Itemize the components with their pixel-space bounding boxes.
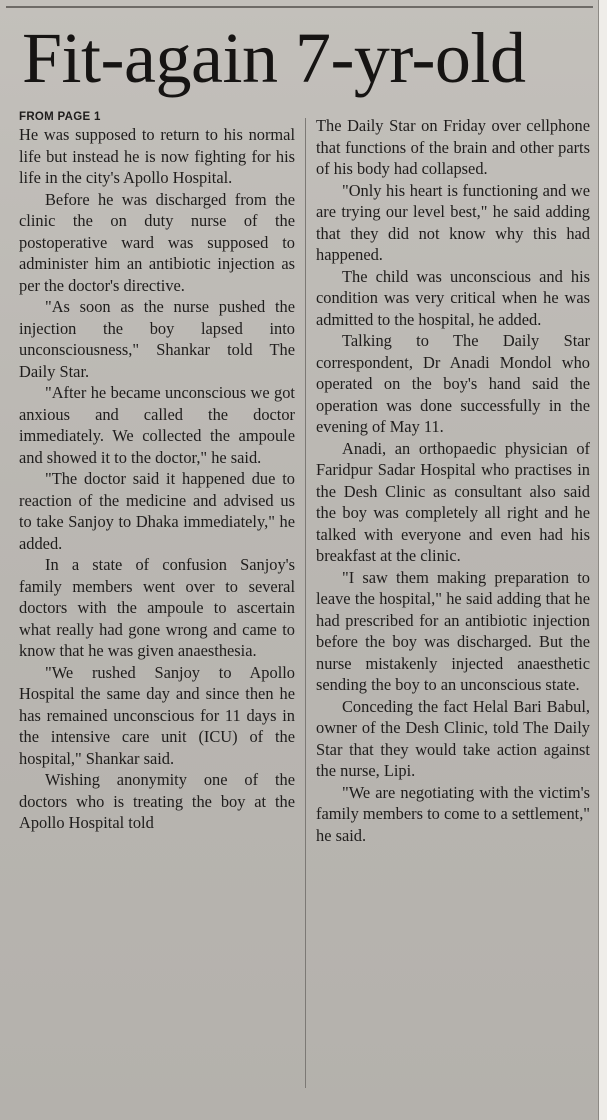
column-divider — [305, 118, 306, 1088]
paragraph: He was supposed to return to his normal life but instead he is now fighting for his life in the city's Apollo Hospital. — [19, 125, 295, 187]
paragraph: "As soon as the nurse pushed the injection the boy lapsed into unconsciousness," Shankar told The Daily Star. — [19, 297, 295, 381]
paragraph: Conceding the fact Helal Bari Babul, owner of the Desh Clinic, told The Daily Star that they would take action against the nurse, Lipi. — [316, 696, 590, 780]
paragraph: Wishing anonymity one of the doctors who is treating the boy at the Apollo Hospital told — [19, 770, 295, 832]
top-rule — [6, 0, 593, 8]
paragraph: In a state of confusion Sanjoy's family members went over to several doctors with the ampoule to ascertain what really had gone wrong and came to know that he was given anaesthesia. — [19, 555, 295, 660]
paragraph: The child was unconscious and his condition was very critical when he was admitted to the hospital, he added. — [316, 266, 590, 329]
paragraph: Anadi, an orthopaedic physician of Faridpur Sadar Hospital who practises in the Desh Clinic as consultant also said the boy was completely all right and he talked with everyone and even had his breakfast at the clinic. — [316, 438, 590, 565]
paragraph: Talking to The Daily Star correspondent, Dr Anadi Mondol who operated on the boy's hand said the operation was done successfully in the evening of May 11. — [316, 331, 590, 436]
paragraph: "We are negotiating with the victim's family members to come to a settlement," he said. — [316, 782, 590, 845]
paragraph: "After he became unconscious we got anxious and called the doctor immediately. We collected the ampoule and showed it to the doctor," he said. — [19, 383, 295, 467]
paragraph: Before he was discharged from the clinic the on duty nurse of the postoperative ward was supposed to administer him an antibiotic injection as per the doctor's directive. — [19, 189, 295, 295]
paragraph: "We rushed Sanjoy to Apollo Hospital the same day and since then he has remained unconscious for 11 days in the intensive care unit (ICU) of the hospital," Shankar said. — [19, 662, 295, 768]
paragraph: "The doctor said it happened due to reaction of the medicine and advised us to take Sanjoy to Dhaka immediately," he added. — [19, 469, 295, 553]
kicker: FROM PAGE 1 — [19, 111, 101, 123]
paragraph: "Only his heart is functioning and we are trying our level best," he said adding that they did not know why this had happened. — [316, 180, 590, 264]
page-edge — [598, 0, 607, 1120]
left-column — [19, 110, 295, 834]
paragraph: "I saw them making preparation to leave the hospital," he said adding that he had prescribed for an antibiotic injection before the boy was discharged. But the nurse mistakenly injected anaesthetic sending the boy to an unconscious state. — [316, 567, 590, 694]
headline: Fit-again 7-yr-old — [22, 18, 526, 98]
right-column — [316, 115, 590, 846]
paragraph: The Daily Star on Friday over cellphone that functions of the brain and other parts of his body had collapsed. — [316, 116, 590, 178]
